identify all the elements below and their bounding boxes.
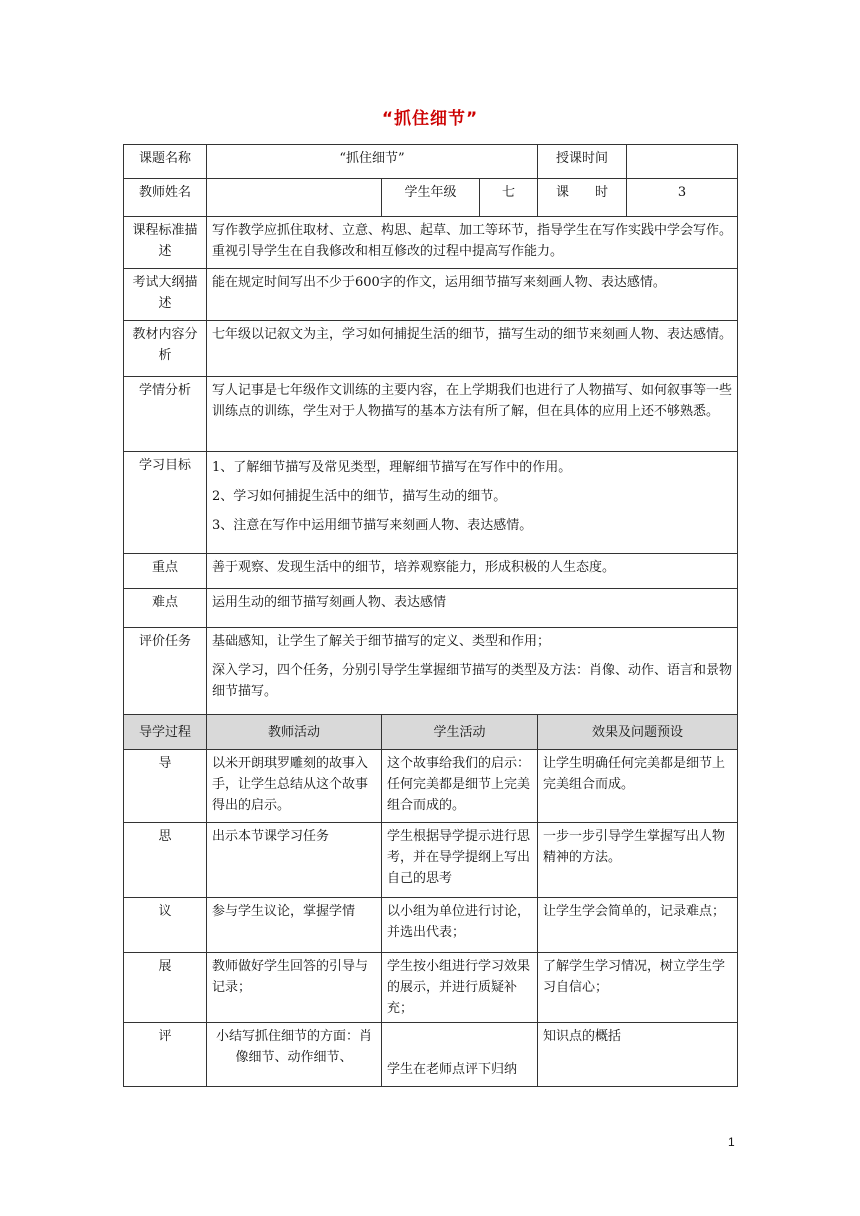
students-label: 学情分析 [124,377,207,452]
goals-label: 学习目标 [124,452,207,554]
effect-note: 让学生明确任何完美都是细节上完美组合而成。 [538,750,738,823]
process-header-row [124,715,738,750]
goals-cell [207,452,738,554]
time-label: 授课时间 [538,145,627,179]
standard-text: 写作教学应抓住取材、立意、构思、起草、加工等环节，指导学生在写作实践中学会写作。重视引导学生在自我修改和相互修改的过程中提高写作能力。 [207,217,738,269]
key-row [124,554,738,589]
process-row [124,898,738,953]
stage-label: 议 [124,898,207,953]
difficulty-label: 难点 [124,589,207,628]
syllabus-row [124,269,738,321]
grade-value: 七 [480,179,538,217]
student-activity: 以小组为单位进行讨论，并选出代表； [382,898,538,953]
students-row [124,377,738,452]
page-number: 1 [728,1135,735,1149]
teacher-activity: 教师做好学生回答的引导与记录； [207,953,382,1023]
effect-note: 了解学生学习情况，树立学生学习自信心； [538,953,738,1023]
student-activity: 学生按小组进行学习效果的展示，并进行质疑补充； [382,953,538,1023]
student-activity: 学生在老师点评下归纳 [382,1023,538,1087]
standard-row [124,217,738,269]
syllabus-label: 考试大纲描述 [124,269,207,321]
material-text: 七年级以记叙文为主，学习如何捕捉生活的细节，描写生动的细节来刻画人物、表达感情。 [207,321,738,377]
eval-cell [207,628,738,715]
topic-value: “抓住细节” [207,145,538,179]
stage-label: 思 [124,823,207,898]
material-row [124,321,738,377]
key-text: 善于观察、发现生活中的细节，培养观察能力，形成积极的人生态度。 [207,554,738,589]
syllabus-text: 能在规定时间写出不少于600字的作文，运用细节描写来刻画人物、表达感情。 [207,269,738,321]
student-activity: 学生根据导学提示进行思考，并在导学提纲上写出自己的思考 [382,823,538,898]
standard-label: 课程标准描述 [124,217,207,269]
teacher-activity: 小结写抓住细节的方面：肖像细节、动作细节、 [207,1023,382,1087]
student-activity: 这个故事给我们的启示：任何完美都是细节上完美组合而成的。 [382,750,538,823]
difficulty-row [124,589,738,628]
teacher-activity: 出示本节课学习任务 [207,823,382,898]
teacher-row [124,179,738,217]
stage-label: 展 [124,953,207,1023]
process-row [124,953,738,1023]
goal-item: 2、学习如何捕捉生活中的细节，描写生动的细节。 [212,489,507,504]
material-label: 教材内容分析 [124,321,207,377]
document-title: “抓住细节” [381,109,479,129]
effect-note: 知识点的概括 [538,1023,738,1087]
effect-note: 一步一步引导学生掌握写出人物精神的方法。 [538,823,738,898]
topic-label: 课题名称 [124,145,207,179]
hours-label: 课 时 [538,179,627,217]
stage-label: 导 [124,750,207,823]
goals-row [124,452,738,554]
lesson-plan-table [123,144,738,1087]
process-row [124,1023,738,1087]
eval-row [124,628,738,715]
time-value [627,145,738,179]
key-label: 重点 [124,554,207,589]
eval-item: 深入学习，四个任务，分别引导学生掌握细节描写的类型及方法：肖像、动作、语言和景物细节描写。 [212,663,733,699]
teacher-activity: 参与学生议论，掌握学情 [207,898,382,953]
teacher-value [207,179,382,217]
process-row [124,750,738,823]
process-header-student: 学生活动 [382,715,538,750]
goal-item: 1、了解细节描写及常见类型，理解细节描写在写作中的作用。 [212,460,572,475]
effect-note: 让学生学会简单的，记录难点； [538,898,738,953]
eval-label: 评价任务 [124,628,207,715]
process-row [124,823,738,898]
teacher-label: 教师姓名 [124,179,207,217]
goal-item: 3、注意在写作中运用细节描写来刻画人物、表达感情。 [212,518,533,533]
students-text: 写人记事是七年级作文训练的主要内容，在上学期我们也进行了人物描写、如何叙事等一些训练点的训练，学生对于人物描写的基本方法有所了解，但在具体的应用上还不够熟悉。 [207,377,738,452]
grade-label: 学生年级 [382,179,480,217]
teacher-activity: 以米开朗琪罗雕刻的故事入手，让学生总结从这个故事得出的启示。 [207,750,382,823]
hours-value: 3 [627,179,738,217]
eval-item: 基础感知，让学生了解关于细节描写的定义、类型和作用； [212,634,551,649]
topic-row [124,145,738,179]
process-header-stage: 导学过程 [124,715,207,750]
process-header-teacher: 教师活动 [207,715,382,750]
stage-label: 评 [124,1023,207,1087]
process-header-effect: 效果及问题预设 [538,715,738,750]
difficulty-text: 运用生动的细节描写刻画人物、表达感情 [207,589,738,628]
